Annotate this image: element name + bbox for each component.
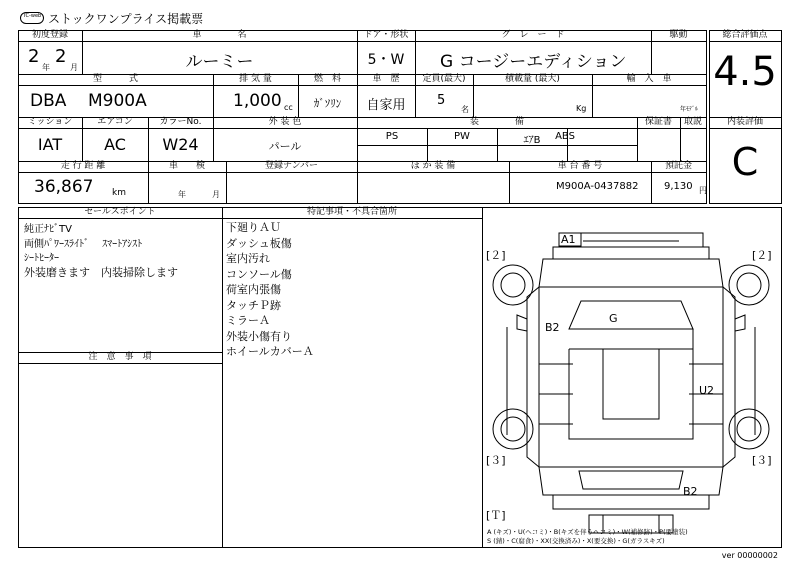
displacement: 1,000	[233, 91, 282, 111]
door-type-header: ドア・形状	[363, 30, 409, 40]
notes-header: 注 意 事 項	[88, 352, 152, 362]
tire-grade-front-left: [２]	[486, 249, 506, 262]
interior-score: C	[731, 140, 759, 184]
remark-item: ダッシュ板傷	[226, 236, 292, 250]
deposit: 9,130	[664, 181, 693, 192]
damage-legend-line-1: A (キズ)・U(ヘコミ)・B(キズを伴うヘコミ)・W(補修跡)・P(要塗装)	[487, 528, 688, 536]
aircon-header: エアコン	[97, 117, 133, 127]
first-reg-year: 2	[28, 46, 40, 67]
exterior-color: パール	[268, 140, 302, 153]
right-mirror-outline	[735, 315, 745, 331]
displacement-header: 排 気 量	[239, 74, 272, 84]
persons-unit: 名	[461, 105, 469, 114]
sales-point: 両側ﾊﾟﾜｰｽﾗｲﾄﾞ ｽﾏｰﾄｱｼｽﾄ	[24, 239, 143, 250]
car-damage-diagram	[483, 219, 780, 547]
model-header: 型 式	[92, 74, 138, 84]
mileage-header: 走 行 距 離	[60, 161, 106, 171]
equipment-item: PW	[454, 131, 470, 142]
capacity: 5	[437, 93, 446, 108]
equipment-item: ｴｱB	[523, 135, 541, 146]
front-bumper-outline	[553, 247, 709, 259]
remark-item: 下廻りＡＵ	[226, 221, 281, 234]
hood-outline	[539, 259, 723, 287]
remarks-header: 特記事項・不具合箇所	[306, 207, 397, 217]
inspection-year-unit: 年	[178, 190, 186, 199]
color-no-header: カラーNo.	[159, 117, 202, 127]
fuel: ｶﾞｿﾘﾝ	[313, 97, 342, 110]
warranty-header: 保証書	[644, 117, 672, 127]
remark-item: ミラーＡ	[226, 314, 270, 327]
capacity-header: 定員(最大)	[422, 74, 466, 84]
fuel-header: 燃 料	[313, 74, 341, 84]
model-prefix: DBA	[30, 91, 67, 111]
damage-mark: A1	[561, 233, 576, 246]
first-reg-month: 2	[55, 46, 67, 67]
sales-point: 純正ﾅﾋﾞTV	[24, 224, 72, 235]
inspection-month-unit: 月	[212, 190, 220, 199]
model-year-unit: 年ﾓﾃﾞﾙ	[680, 106, 699, 113]
month-unit: 月	[70, 63, 78, 72]
remark-item: ホイールカバーＡ	[226, 345, 314, 358]
km-unit: km	[112, 188, 126, 198]
car-name-header: 車 名	[192, 30, 247, 40]
equipment-header: 装 備	[469, 117, 524, 127]
remark-item: 荷室内張傷	[226, 283, 281, 296]
remark-item: 室内汚れ	[226, 252, 270, 265]
damage-mark: G	[609, 312, 618, 325]
damage-mark: B2	[545, 321, 560, 334]
manual-header: 取説	[683, 117, 702, 127]
yen-unit: 円	[699, 186, 707, 195]
drive-header: 駆動	[669, 30, 688, 40]
year-unit: 年	[42, 63, 50, 72]
company-logo: TC-web	[20, 12, 44, 24]
tire-grade-rear-left: [３]	[486, 454, 506, 467]
deposit-header: 預託金	[664, 161, 692, 171]
sales-point: 外装磨きます 内装掃除します	[24, 266, 178, 279]
interior-score-header: 内装評価	[726, 117, 763, 127]
grade: G コージーエディション	[440, 52, 627, 72]
roof-outline	[603, 349, 659, 419]
left-mirror-outline	[517, 315, 527, 331]
model: M900A	[88, 91, 147, 111]
load-header: 積載量 (最大)	[505, 74, 560, 84]
total-score-header: 総合評価点	[722, 30, 768, 40]
chassis-no: M900A-0437882	[556, 181, 639, 192]
other-equipment-header: ほ か 装 備	[410, 161, 456, 171]
reg-plate-header: 登録ナンバー	[265, 161, 318, 171]
equipment-item: ABS	[555, 131, 575, 142]
document-title: ストックワンプライス掲載票	[48, 12, 204, 26]
import-header: 輸 入 車	[626, 74, 672, 84]
remark-item: コンソール傷	[226, 267, 292, 281]
usage-header: 車 歴	[372, 74, 400, 84]
inspection-header: 車 検	[168, 161, 205, 171]
chassis-no-header: 車 台 番 号	[557, 161, 603, 171]
sales-points-list	[24, 222, 178, 280]
damage-legend-line-2: S (錆)・C(腐食)・XX(交換済み)・X(要交換)・G(ガラスキズ)	[487, 537, 665, 545]
equipment-item: PS	[385, 131, 399, 142]
damage-mark: U2	[699, 384, 715, 397]
remark-item: 外装小傷有り	[226, 329, 292, 343]
tire-grade-rear-right: [３]	[752, 454, 772, 467]
mission: IAT	[37, 135, 63, 154]
kg-unit: Kg	[576, 104, 587, 113]
exterior-color-header: 外 装 色	[268, 117, 302, 127]
total-score: 4.5	[713, 49, 777, 95]
version-label: ver 00000002	[721, 551, 778, 560]
hood-front-outline	[561, 233, 703, 247]
spare-tire-grade: [Ｔ]	[486, 509, 506, 522]
windshield-outline	[569, 301, 693, 329]
aircon: AC	[104, 135, 126, 154]
mileage: 36,867	[34, 177, 94, 197]
remark-item: タッチＰ跡	[226, 298, 281, 312]
usage: 自家用	[366, 98, 406, 113]
door-type: 5・W	[367, 52, 405, 68]
tire-grade-front-right: [２]	[752, 249, 772, 262]
sales-point: ｼｰﾄﾋｰﾀｰ	[24, 253, 59, 264]
car-name: ルーミー	[185, 52, 254, 72]
tire-front-right	[729, 265, 769, 305]
damage-mark: B2	[683, 485, 698, 498]
color-no: W24	[162, 135, 199, 154]
remarks-list	[226, 220, 314, 360]
sales-points-header: セールスポイント	[84, 207, 156, 217]
first-reg-header: 初度登録	[31, 30, 68, 40]
tire-front-left	[493, 265, 533, 305]
cc-unit: cc	[284, 103, 293, 112]
grade-header: グ レ ー ド	[501, 30, 565, 40]
mission-header: ミッション	[27, 117, 73, 127]
